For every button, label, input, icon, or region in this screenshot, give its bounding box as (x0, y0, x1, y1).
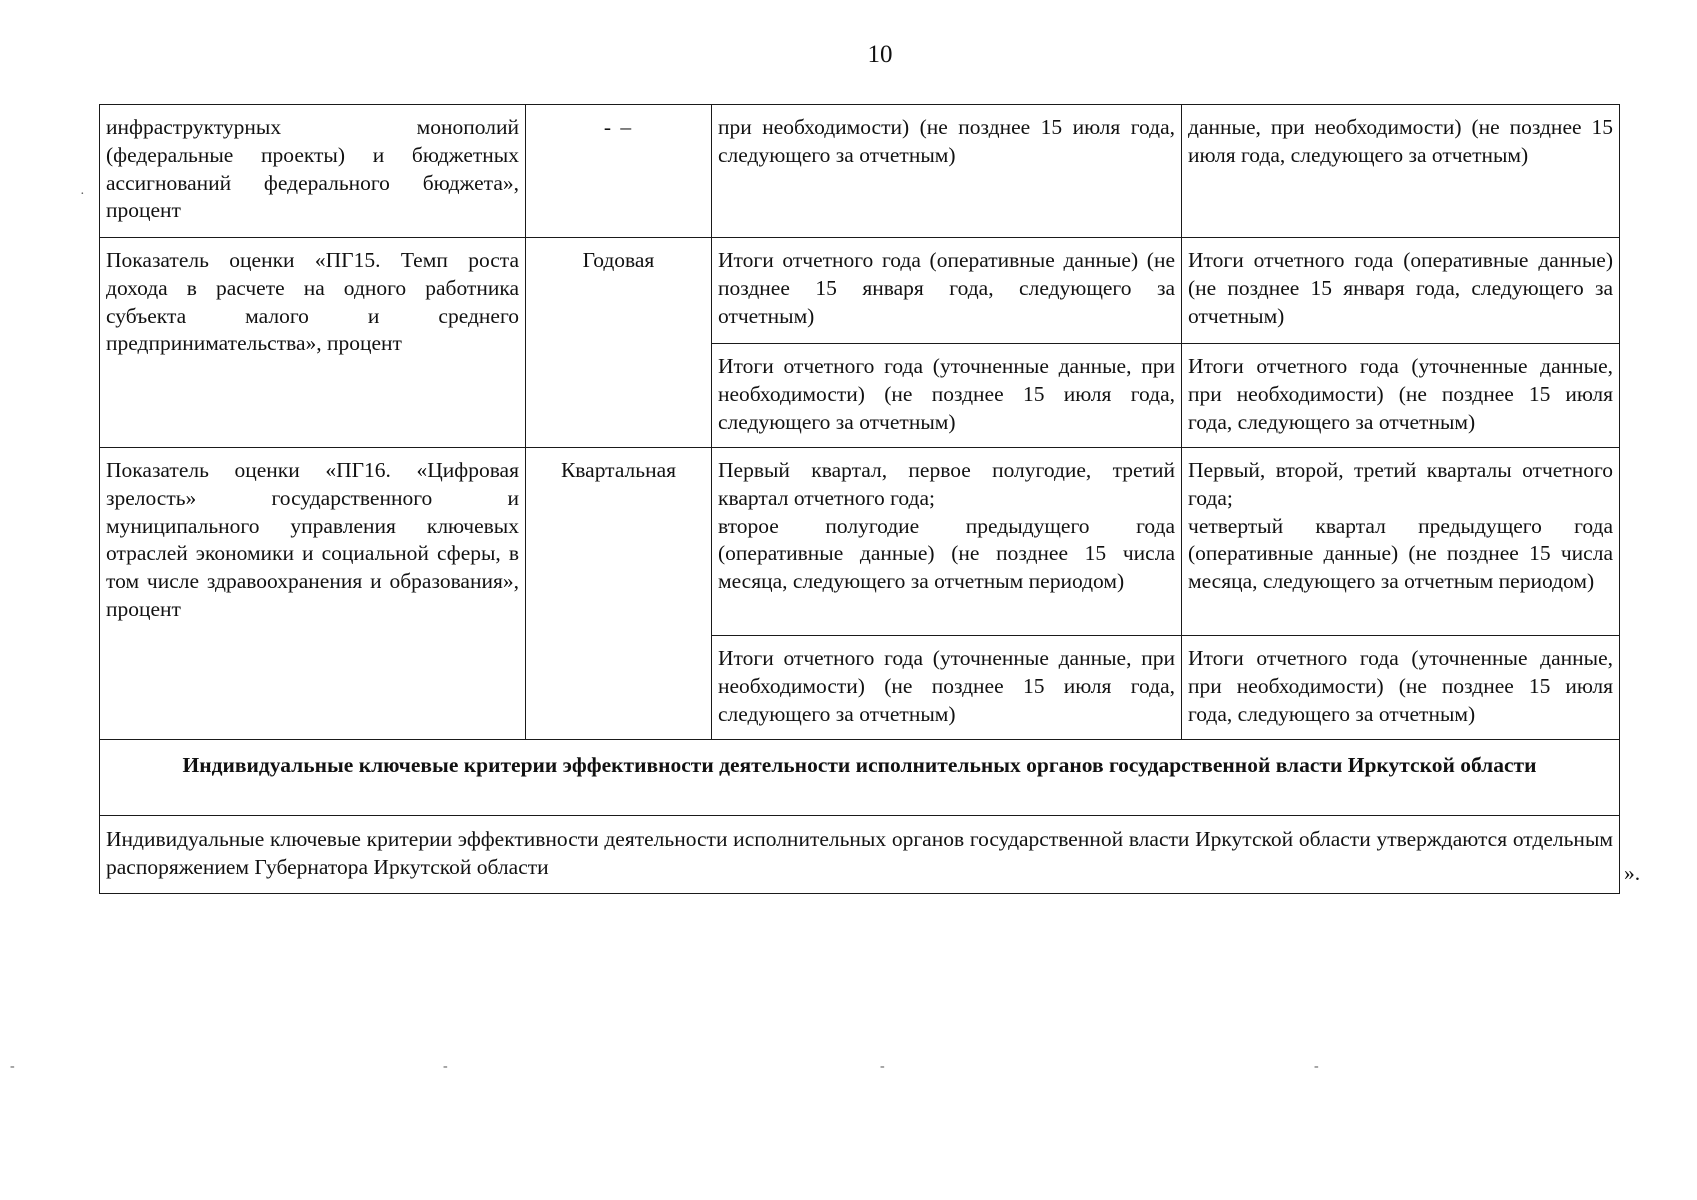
periodicity-cell (526, 105, 712, 238)
criteria-table (99, 104, 1620, 894)
deadline-cell: Итоги отчетного года (уточненные данные, при необходимости) (не позднее 15 июля года, следующего за отчетным) (1182, 636, 1620, 740)
deadline-cell: Итоги отчетного года (уточненные данные, при необходимости) (не позднее 15 июля года, следующего за отчетным) (1182, 344, 1620, 448)
deadline-cell (712, 448, 1182, 636)
scan-dot: ‐ (1314, 1059, 1319, 1074)
table-row (100, 105, 1620, 238)
indicator-cell: инфраструктурных монополий (федеральные проекты) и бюджетных ассигнований федерального бюджета», процент (100, 105, 526, 238)
periodicity-cell: Годовая (526, 238, 712, 448)
deadline-cell: Итоги отчетного года (оперативные данные) (не позднее 15 января года, следующего за отчетным) (712, 238, 1182, 344)
page-number: 10 (867, 41, 893, 68)
table-row (100, 740, 1620, 816)
deadline-cell: Итоги отчетного года (уточненные данные, при необходимости) (не позднее 15 июля года, следующего за отчетным) (712, 344, 1182, 448)
deadline-line: четвертый квартал предыдущего года (оперативные данные) (не позднее 15 числа месяца, следующего за отчетным периодом) (1188, 513, 1613, 594)
table-row (100, 816, 1620, 894)
section-title: Индивидуальные ключевые критерии эффективности деятельности исполнительных органов государственной власти Иркутской области (100, 740, 1620, 816)
periodicity-cell: Квартальная (526, 448, 712, 740)
deadline-cell (1182, 448, 1620, 636)
deadline-cell: данные, при необходимости) (не позднее 15 июля года, следующего за отчетным) (1182, 105, 1620, 238)
deadline-cell: Итоги отчетного года (оперативные данные) (не позднее 15 января года, следующего за отчетным) (1182, 238, 1620, 344)
indicator-cell: Показатель оценки «ПГ16. «Цифровая зрелость» государственного и муниципального управления ключевых отраслей экономики и социальной сферы, в том числе здравоохранения и образования», процент (100, 448, 526, 740)
indicator-cell: Показатель оценки «ПГ15. Темп роста дохода в расчете на одного работника субъекта малого и среднего предпринимательства», процент (100, 238, 526, 448)
row-dashes: - – (603, 115, 634, 139)
table-row (100, 448, 1620, 636)
scan-dot: ‐ (443, 1059, 448, 1074)
deadline-line: Первый, второй, третий кварталы отчетного года; (1188, 458, 1613, 510)
deadline-line: второе полугодие предыдущего года (оперативные данные) (не позднее 15 числа месяца, следующего за отчетным периодом) (718, 513, 1175, 594)
table-row (100, 238, 1620, 344)
deadline-line: Первый квартал, первое полугодие, третий квартал отчетного года; (718, 458, 1175, 510)
scan-dot: · (80, 187, 85, 202)
deadline-cell: при необходимости) (не позднее 15 июля года, следующего за отчетным) (712, 105, 1182, 238)
scan-dot: ‐ (10, 1059, 15, 1074)
closing-quote: ». (1624, 861, 1641, 885)
section-note: Индивидуальные ключевые критерии эффективности деятельности исполнительных органов государственной власти Иркутской области утверждаются отдельным распоряжением Губернатора Иркутской области (100, 816, 1620, 894)
deadline-cell: Итоги отчетного года (уточненные данные, при необходимости) (не позднее 15 июля года, следующего за отчетным) (712, 636, 1182, 740)
scan-dot: ‐ (880, 1059, 885, 1074)
